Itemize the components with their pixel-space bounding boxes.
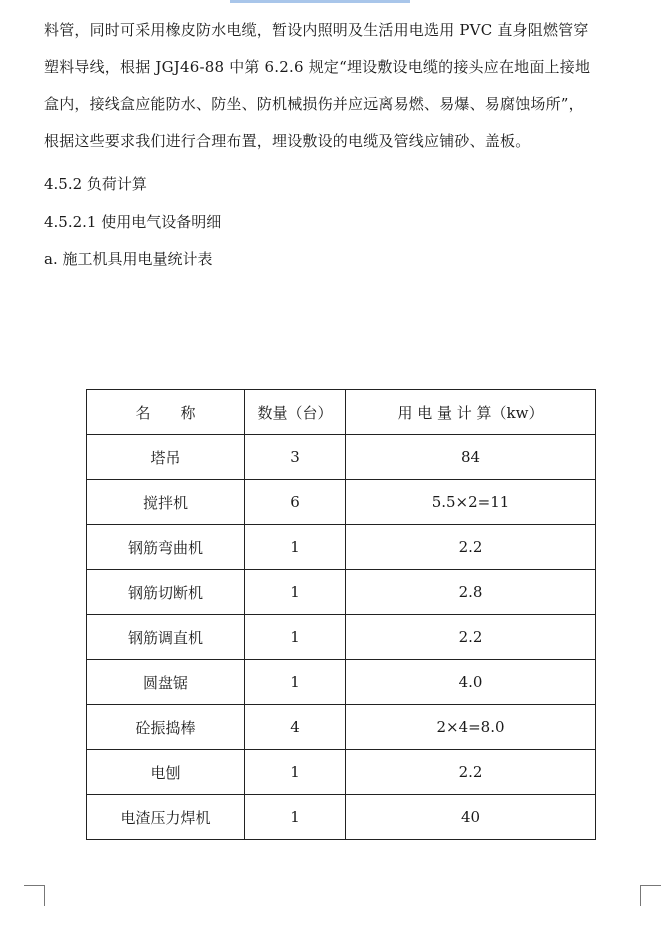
table-row [87, 615, 596, 660]
cell-power: 2.2 [346, 525, 596, 570]
cell-quantity: 1 [245, 615, 346, 660]
table-row [87, 660, 596, 705]
cell-name: 电刨 [87, 750, 245, 795]
cell-name: 搅拌机 [87, 480, 245, 525]
cell-power: 2.8 [346, 570, 596, 615]
section-heading-equipment: 4.5.2.1 使用电气设备明细 [44, 213, 222, 231]
cell-quantity: 6 [245, 480, 346, 525]
paragraph-line-4: 根据这些要求我们进行合理布置，埋设敷设的电缆及管线应铺砂、盖板。 [44, 132, 531, 150]
paragraph-line-3: 盒内，接线盒应能防水、防坐、防机械损伤并应远离易燃、易爆、易腐蚀场所”， [44, 95, 584, 113]
page-corner-mark-left [24, 885, 45, 906]
section-heading-table-title: a. 施工机具用电量统计表 [44, 250, 213, 268]
table-row [87, 435, 596, 480]
cell-quantity: 4 [245, 705, 346, 750]
table-row [87, 795, 596, 840]
cell-name: 砼振捣棒 [87, 705, 245, 750]
cell-power: 84 [346, 435, 596, 480]
cell-quantity: 3 [245, 435, 346, 480]
cell-name: 钢筋调直机 [87, 615, 245, 660]
table-row [87, 705, 596, 750]
equipment-power-table [86, 389, 596, 840]
cell-power: 2×4=8.0 [346, 705, 596, 750]
cell-quantity: 1 [245, 660, 346, 705]
body-paragraph [44, 12, 644, 160]
cell-power: 5.5×2=11 [346, 480, 596, 525]
cell-quantity: 1 [245, 570, 346, 615]
cell-quantity: 1 [245, 795, 346, 840]
section-heading-load-calc: 4.5.2 负荷计算 [44, 175, 147, 193]
cell-power: 2.2 [346, 750, 596, 795]
paragraph-line-1: 料管，同时可采用橡皮防水电缆，暂设内照明及生活用电选用 PVC 直身阻燃管穿 [44, 21, 589, 39]
cell-quantity: 1 [245, 525, 346, 570]
cell-power: 2.2 [346, 615, 596, 660]
selection-highlight-bar [230, 0, 410, 3]
header-name: 名 称 [87, 390, 245, 435]
table-row [87, 525, 596, 570]
cell-name: 电渣压力焊机 [87, 795, 245, 840]
cell-name: 塔吊 [87, 435, 245, 480]
cell-power: 4.0 [346, 660, 596, 705]
header-quantity: 数量（台） [245, 390, 346, 435]
table-row [87, 570, 596, 615]
cell-name: 钢筋弯曲机 [87, 525, 245, 570]
cell-power: 40 [346, 795, 596, 840]
table-row [87, 480, 596, 525]
header-power: 用 电 量 计 算（kw） [346, 390, 596, 435]
cell-quantity: 1 [245, 750, 346, 795]
paragraph-line-2: 塑料导线，根据 JGJ46-88 中第 6.2.6 规定“埋设敷设电缆的接头应在地面上接地 [44, 58, 591, 76]
cell-name: 圆盘锯 [87, 660, 245, 705]
table-row [87, 750, 596, 795]
cell-name: 钢筋切断机 [87, 570, 245, 615]
page-corner-mark-right [640, 885, 661, 906]
table-header-row [87, 390, 596, 435]
